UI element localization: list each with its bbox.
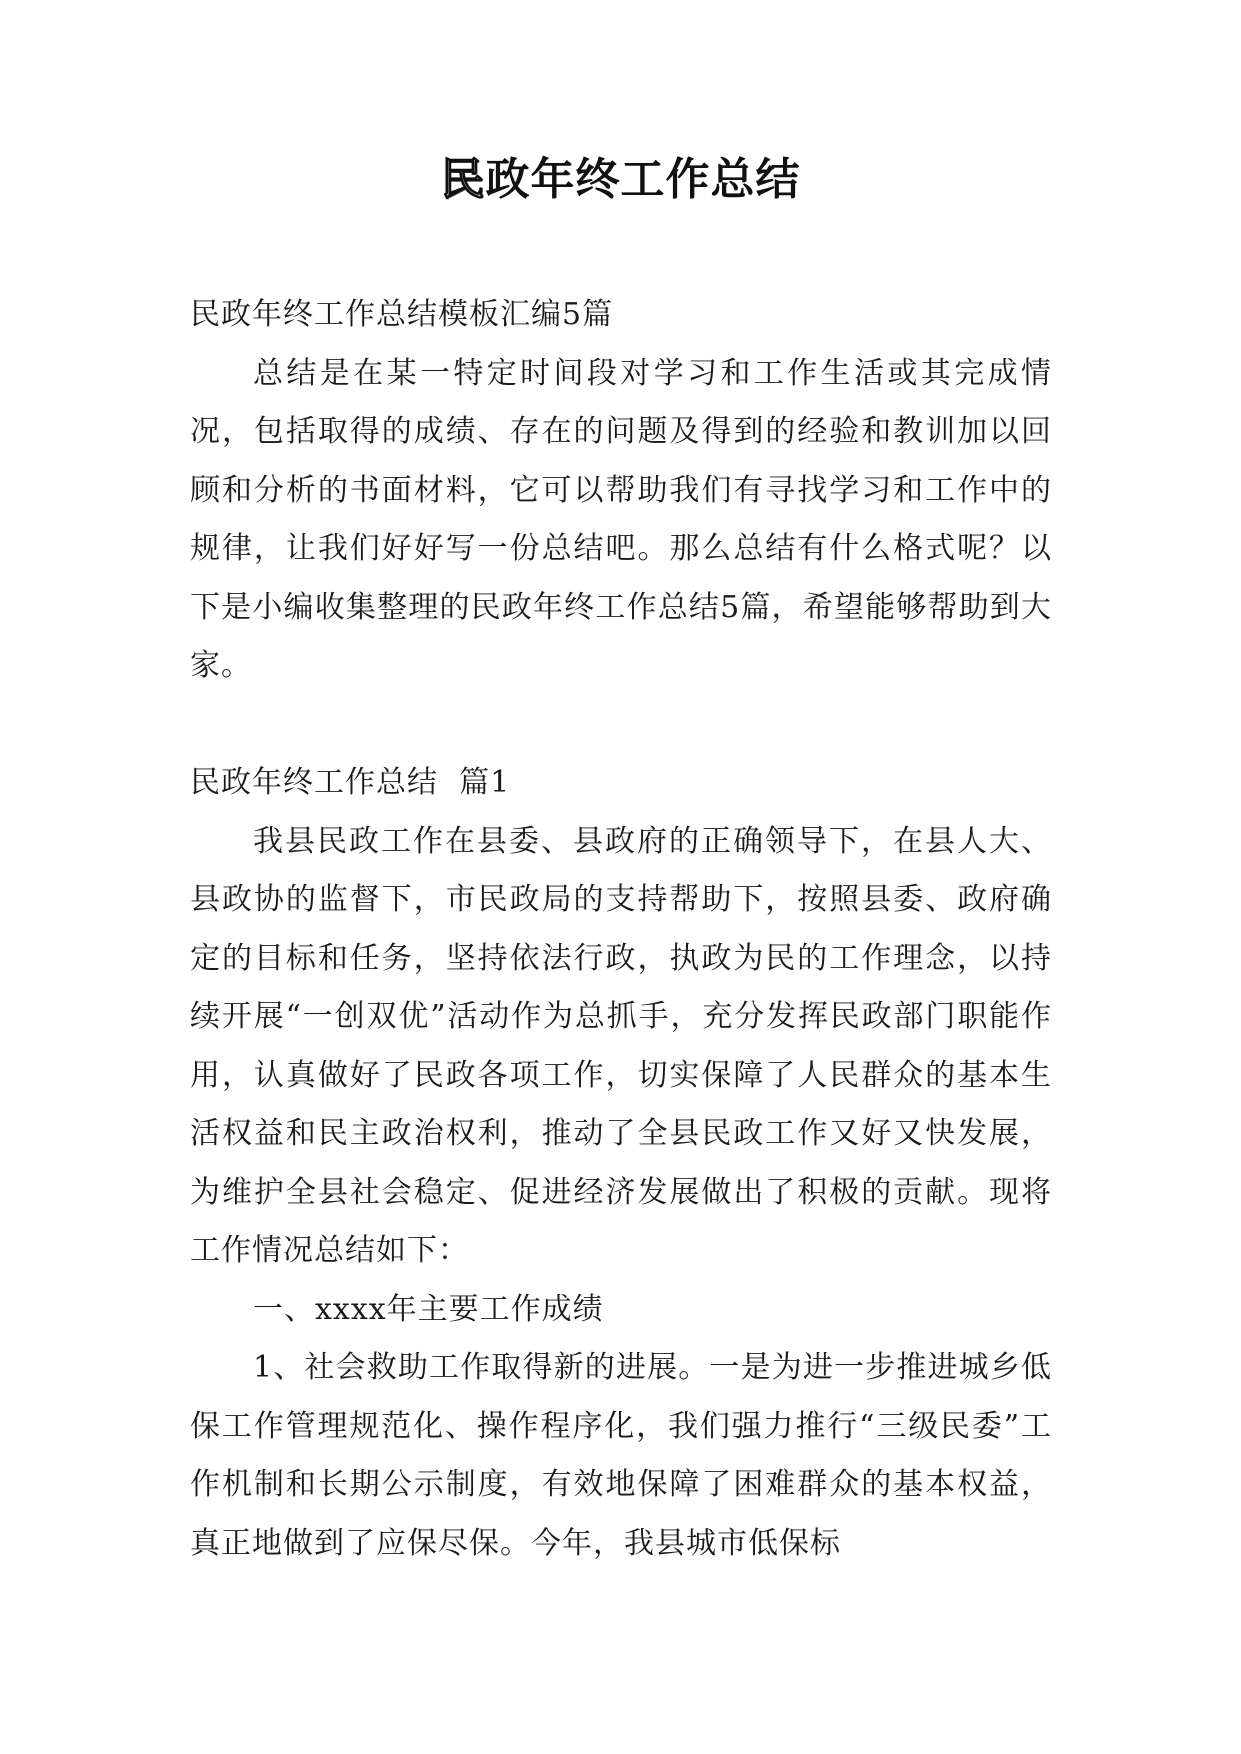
- subheading: 一、xxxx年主要工作成绩: [253, 1291, 604, 1327]
- title-rest: 政年终工作总结: [485, 154, 801, 205]
- page-title: [0, 150, 1241, 210]
- section-heading: 民政年终工作总结 篇1: [190, 765, 511, 800]
- section-paragraph: 我县民政工作在县委、县政府的正确领导下，在县人大、县政协的监督下，市民政局的支持帮助下，按照县委、政府确定的目标和任务，坚持依法行政，执政为民的工作理念，以持续开展“一创双优”活动作为总抓手，充分发挥民政部门职能作用，认真做好了民政各项工作，切实保障了人民群众的基本生活权益和民主政治权利，推动了全县民政工作又好又快发展，为维护全县社会稳定、促进经济发展做出了积极的贡献。现将工作情况总结如下：: [190, 823, 1052, 1268]
- item-paragraph: 1、社会救助工作取得新的进展。一是为进一步推进城乡低保工作管理规范化、操作程序化，我们强力推行“三级民委”工作机制和长期公示制度，有效地保障了困难群众的基本权益，真正地做到了应保尽保。今年，我县城市低保标: [190, 1350, 1052, 1561]
- intro-paragraph: 总结是在某一特定时间段对学习和工作生活或其完成情况，包括取得的成绩、存在的问题及得到的经验和教训加以回顾和分析的书面材料，它可以帮助我们有寻找学习和工作中的规律，让我们好好写一份总结吧。那么总结有什么格式呢？以下是小编收集整理的民政年终工作总结5篇，希望能够帮助到大家。: [190, 355, 1052, 683]
- title-first-char: 民: [440, 154, 486, 205]
- document-body: [190, 286, 1052, 1573]
- paragraph-gap: [190, 696, 1052, 755]
- document-subtitle: 民政年终工作总结模板汇编5篇: [190, 297, 614, 332]
